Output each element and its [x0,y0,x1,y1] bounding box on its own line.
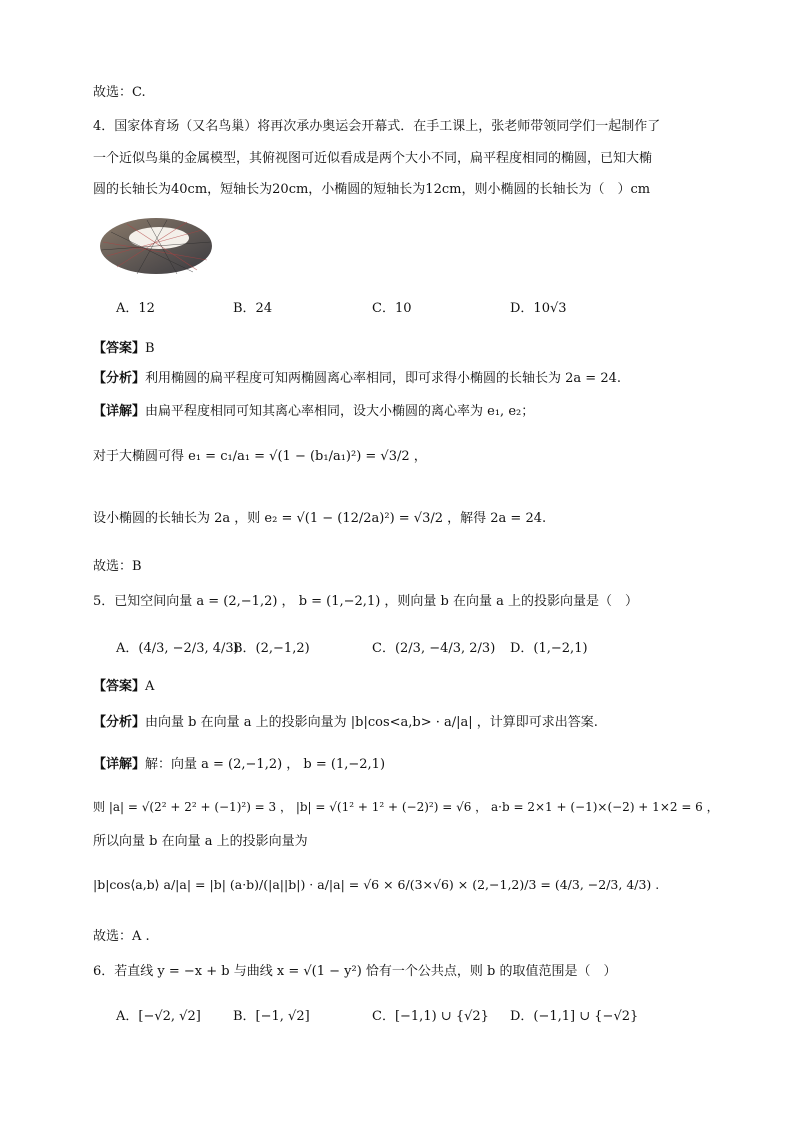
q4-stem-line1: 4．国家体育场（又名鸟巢）将再次承办奥运会开幕式．在手工课上，张老师带领同学们一起制作了 [93,119,661,134]
answer-tag: 【答案】 [93,679,146,694]
detail-tag: 【详解】 [93,757,146,772]
q4-option-d: D．10√3 [510,301,567,316]
q4-option-a: A．12 [116,301,155,316]
q5-option-c: C．(2/3, −4/3, 2/3) [372,641,496,656]
q5-formula-2: 所以向量 b 在向量 a 上的投影向量为 [93,834,308,849]
q4-stem-line2: 一个近似鸟巢的金属模型，其俯视图可近似看成是两个大小不同，扁平程度相同的椭圆，已知大椭 [93,151,653,166]
q4-analysis [93,370,621,388]
q6-stem: 6．若直线 y = −x + b 与曲线 x = √(1 − y²) 恰有一个公共点，则 b 的取值范围是（ ） [93,964,617,979]
q4-conclusion: 故选：B [93,559,142,574]
q5-answer [93,678,154,696]
q5-detail [93,756,385,774]
analysis-text: 由向量 b 在向量 a 上的投影向量为 |b|cos<a,b> · a/|a| ，计算即可求出答案. [145,715,598,730]
analysis-tag: 【分析】 [93,371,146,386]
prev-conclusion: 故选：C. [93,85,146,100]
answer-value: B [145,341,155,356]
q4-stem-line3: 圆的长轴长为40cm，短轴长为20cm，小椭圆的短轴长为12cm，则小椭圆的长轴长为（ ）cm [93,182,651,197]
q5-formula-3: |b|cos⟨a,b⟩ a/|a| = |b| (a·b)/(|a||b|) · a/|a| = √6 × 6/(3×√6) × (2,−1,2)/3 = (4/3, −2/3, 4/3) . [93,877,660,892]
detail-text: 解：向量 a = (2,−1,2) ， b = (1,−2,1) [145,757,386,772]
q6-option-c: C．[−1,1) ∪ {√2} [372,1009,489,1024]
detail-text: 由扁平程度相同可知其离心率相同，设大小椭圆的离心率为 e₁, e₂； [145,404,535,419]
q4-formula-1: 对于大椭圆可得 e₁ = c₁/a₁ = √(1 − (b₁/a₁)²) = √3/2 ， [93,449,427,464]
q4-option-c: C．10 [372,301,412,316]
q4-formula-2: 设小椭圆的长轴长为 2a ，则 e₂ = √(1 − (12/2a)²) = √3/2 ，解得 2a = 24. [93,511,547,526]
q5-option-d: D．(1,−2,1) [510,641,588,656]
answer-value: A [145,679,155,694]
q6-option-d: D．(−1,1] ∪ {−√2} [510,1009,639,1024]
q4-option-b: B．24 [233,301,273,316]
q5-option-b: B．(2,−1,2) [233,641,310,656]
analysis-tag: 【分析】 [93,715,146,730]
q5-formula-1: 则 |a| = √(2² + 2² + (−1)²) = 3 ， |b| = √(1² + 1² + (−2)²) = √6 ， a·b = 2×1 + (−1)×(−2) + 1×2 = 6 ， [93,800,719,814]
answer-tag: 【答案】 [93,341,146,356]
q4-detail [93,403,534,421]
birds-nest-model-image [97,212,215,278]
q6-option-b: B．[−1, √2] [233,1009,310,1024]
q6-option-a: A．[−√2, √2] [116,1009,201,1024]
q5-option-a: A．(4/3, −2/3, 4/3) [116,641,239,656]
analysis-text: 利用椭圆的扁平程度可知两椭圆离心率相同，即可求得小椭圆的长轴长为 2a = 24. [145,371,622,386]
q5-stem: 5．已知空间向量 a = (2,−1,2) ， b = (1,−2,1) ，则向量 b 在向量 a 上的投影向量是（ ） [93,594,639,609]
q5-conclusion: 故选：A . [93,929,150,944]
detail-tag: 【详解】 [93,404,146,419]
q5-analysis [93,714,598,732]
q4-answer [93,340,155,358]
